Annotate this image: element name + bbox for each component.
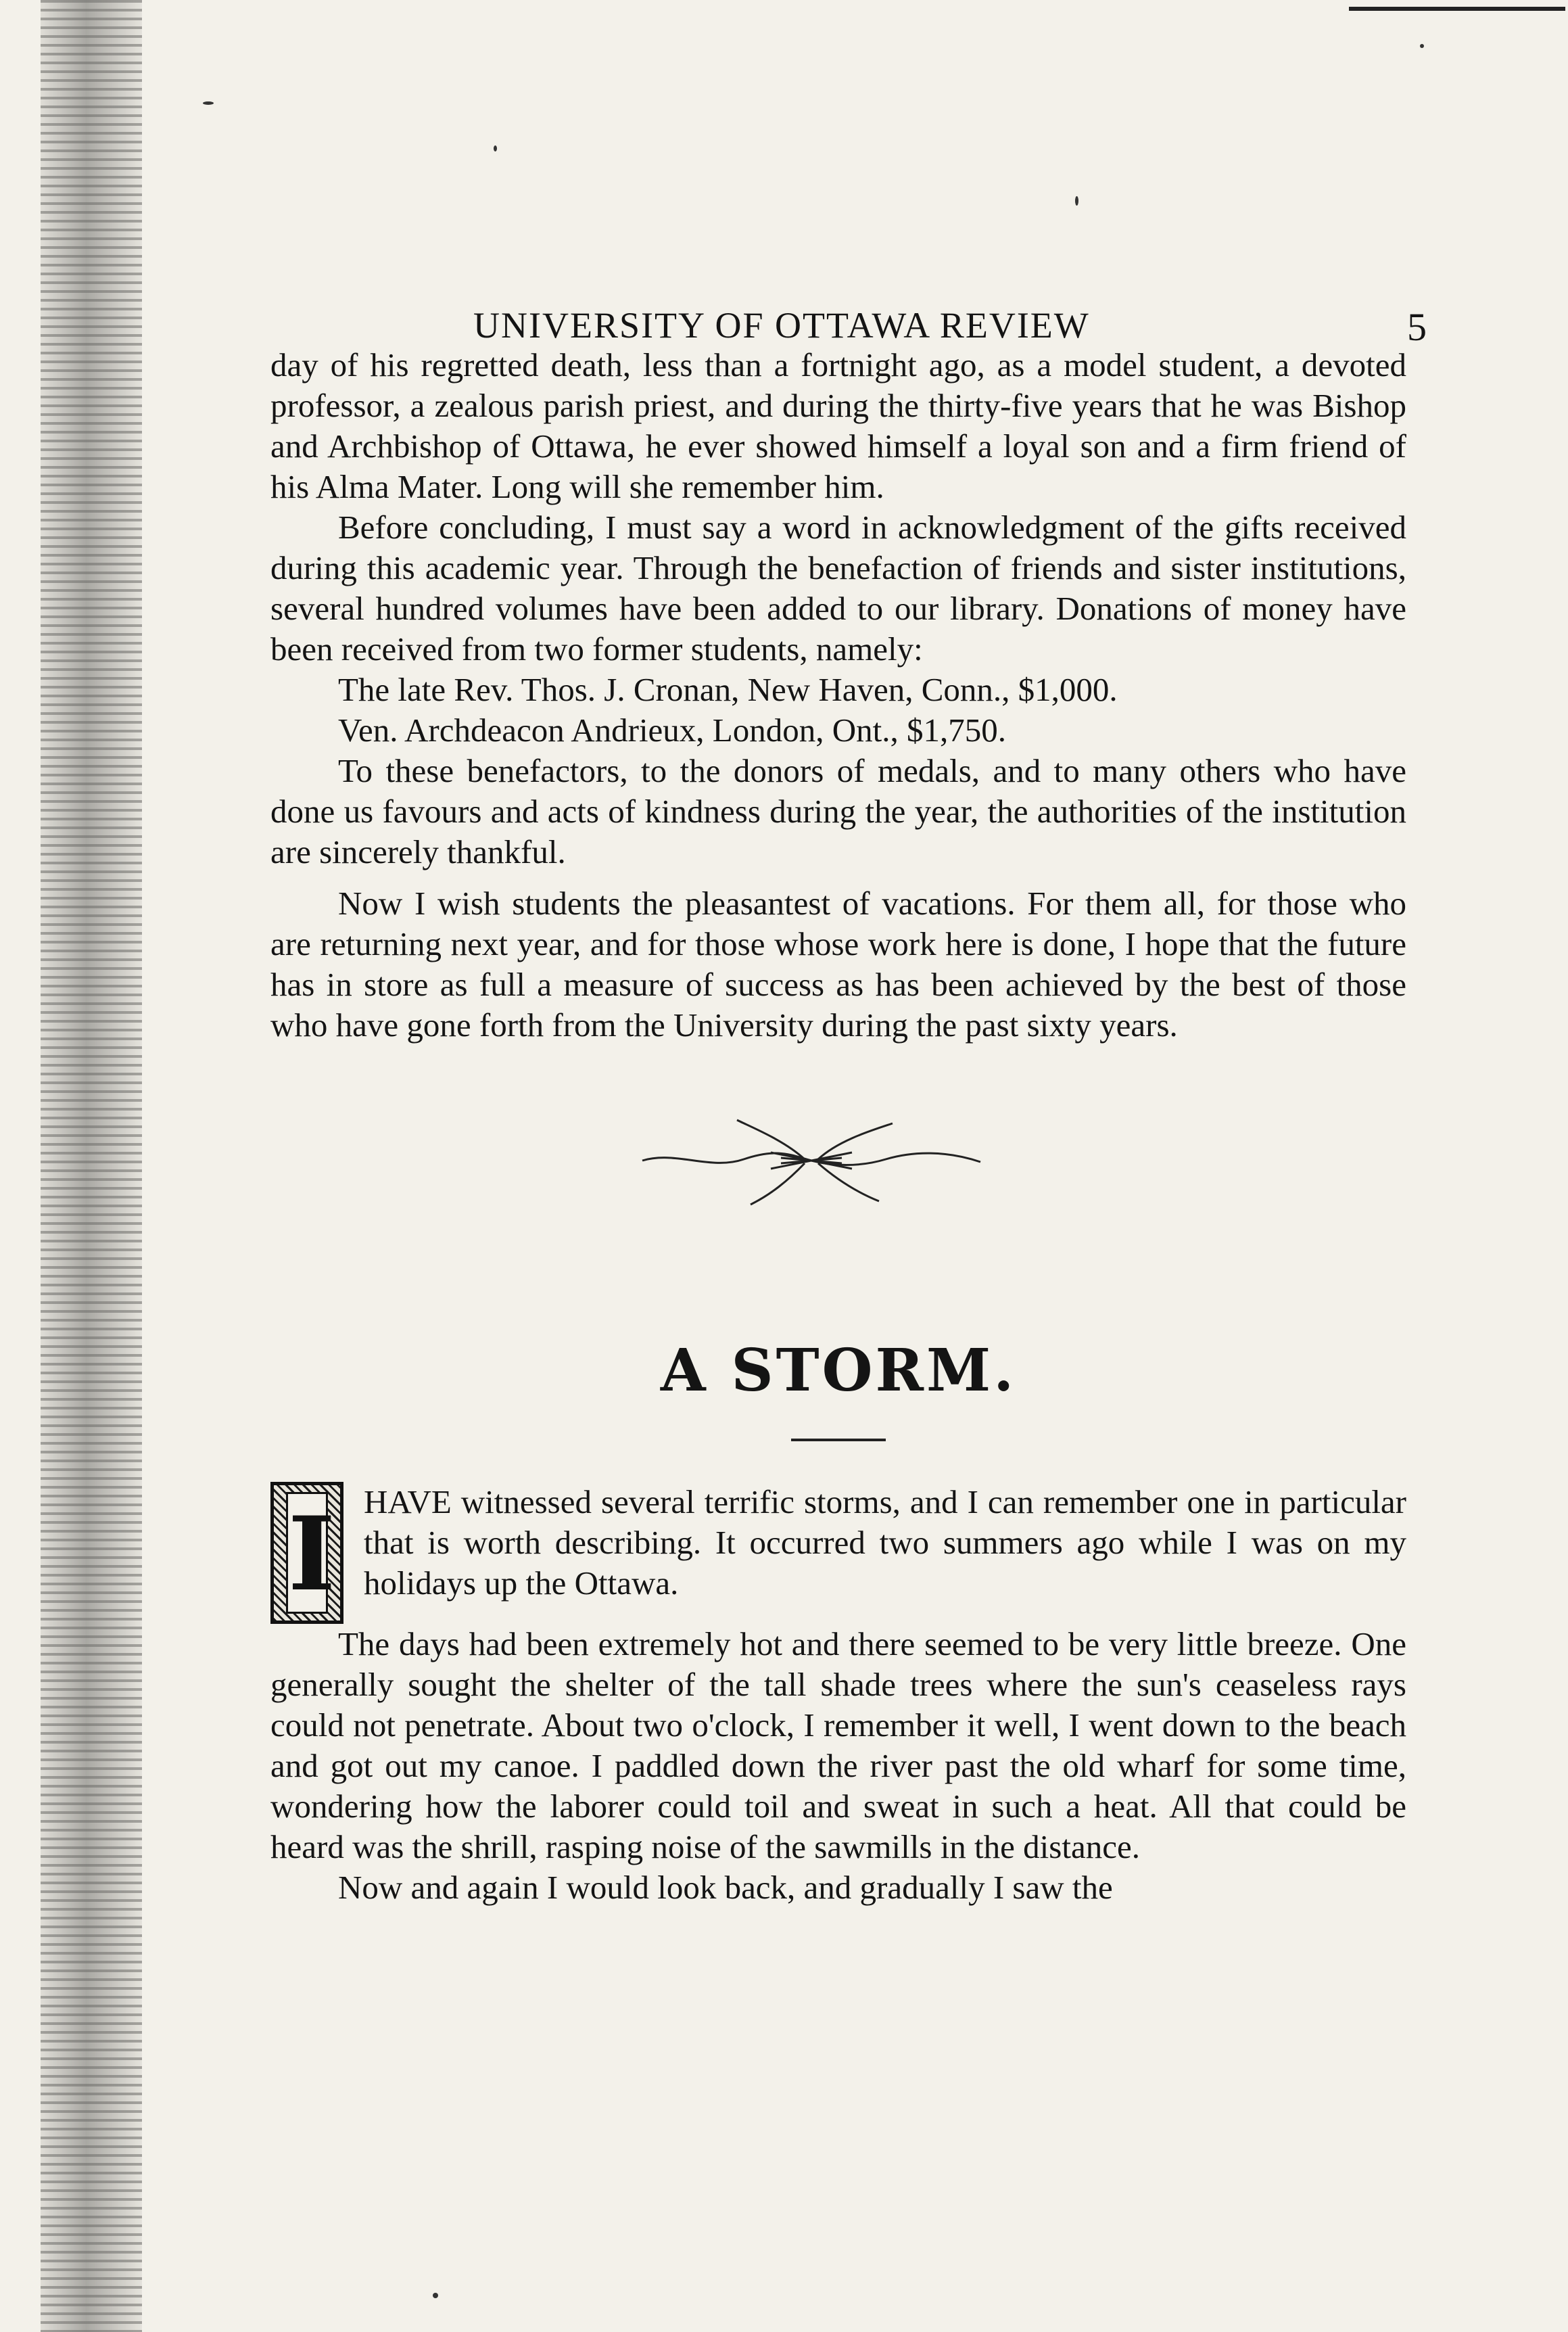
print-speck: [203, 101, 214, 105]
donor-line: Ven. Archdeacon Andrieux, London, Ont., $1,750.: [338, 712, 1006, 749]
print-speck: [494, 145, 497, 151]
print-speck: [1075, 196, 1078, 206]
drop-cap-letter: I: [286, 1492, 328, 1614]
running-title: UNIVERSITY OF OTTAWA REVIEW: [473, 305, 1090, 346]
ornamental-divider: [636, 1113, 987, 1208]
running-head: [270, 284, 1427, 349]
drop-cap-ornament: [270, 1482, 343, 1624]
closing-paragraph: Now I wish students the pleasantest of vacations. For them all, for those who are returning next year, and for those whose work here is done, I hope that the future has in store as full a measure of success as has been achieved by the best of those who have gone forth from the University during the past sixty years.: [270, 885, 1406, 1044]
article-body: [270, 1482, 1406, 1908]
article-second-paragraph: The days had been extremely hot and there seemed to be very little breeze. One generally sought the shelter of the tall shade trees where the sun's ceaseless rays could not penetrate. About two o'clock, I remember it well, I went down to the beach and got out my canoe. I paddled down the river past the old wharf for some time, wondering how the laborer could toil and sweat in such a heat. All that could be heard was the shrill, rasping noise of the sawmills in the distance.: [270, 1625, 1406, 1865]
title-rule: [791, 1439, 886, 1441]
page-content: [270, 284, 1427, 1908]
continuation-paragraph: day of his regretted death, less than a fortnight ago, as a model student, a devoted professor, a zealous parish priest, and during the thirty-five years that he was Bishop and Archbishop of Ottawa, he ever showed himself a loyal son and a firm friend of his Alma Mater. Long will she remember him.: [270, 346, 1406, 505]
article-title: A STORM.: [660, 1336, 1017, 1405]
print-speck: [1420, 44, 1424, 48]
top-edge-rule: [1349, 7, 1565, 11]
thanks-paragraph: To these benefactors, to the donors of medals, and to many others who have done us favours and acts of kindness during the year, the authorities of the institution are sincerely thankful.: [270, 752, 1406, 870]
page-number: 5: [1407, 305, 1427, 349]
donor-line: The late Rev. Thos. J. Cronan, New Haven, Conn., $1,000.: [338, 671, 1118, 708]
gifts-paragraph: Before concluding, I must say a word in acknowledgment of the gifts received during this academic year. Through the benefaction of friends and sister institutions, several hundred volumes have been added to our library. Donations of money have been received from two former students, namely:: [270, 509, 1406, 668]
book-binding-edge: [41, 0, 142, 2332]
article-third-paragraph: Now and again I would look back, and gradually I saw the: [338, 1869, 1113, 1906]
article-first-paragraph: HAVE witnessed several terrific storms, and I can remember one in particular that is worth describing. It occurred two summers ago while I was on my holidays up the Ottawa.: [364, 1483, 1406, 1602]
print-speck: [433, 2293, 438, 2298]
